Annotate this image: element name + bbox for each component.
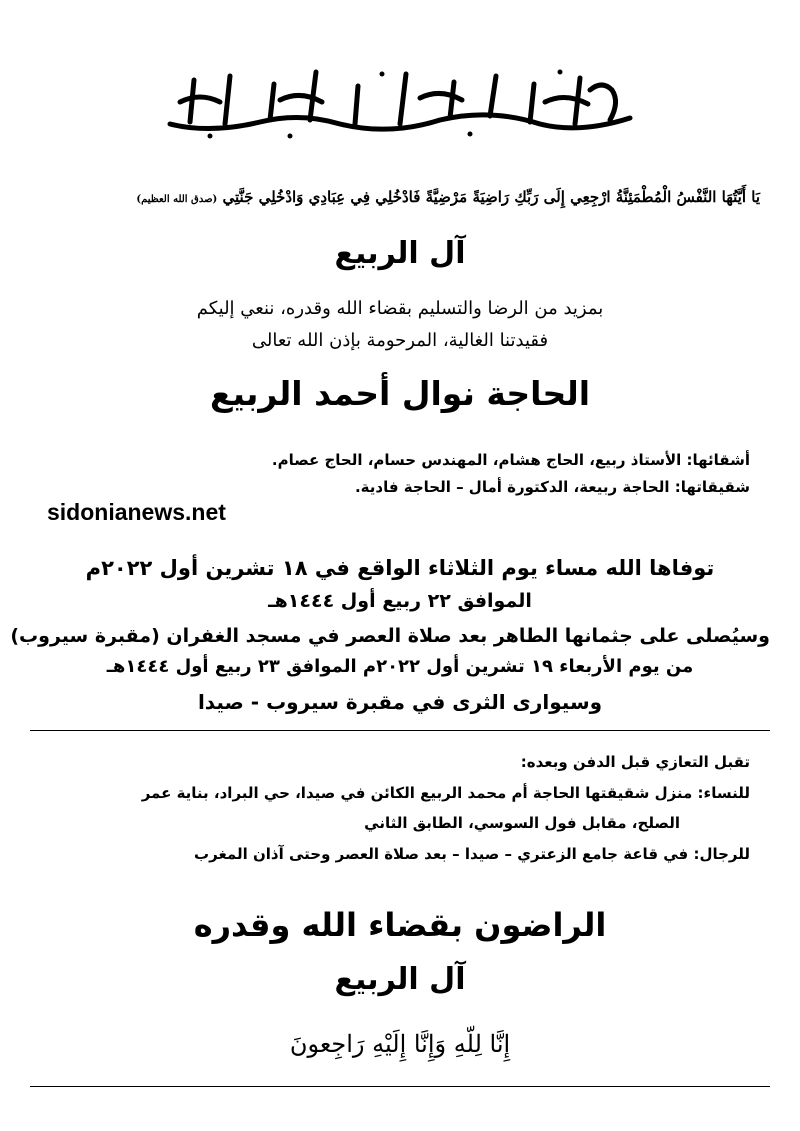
- condolence-line-2: للنساء: منزل شقيقتها الحاجة أم محمد الربيع الكائن في صيدا، حي البراد، بناية عمر: [141, 784, 750, 802]
- divider-top: [30, 730, 770, 731]
- family-name-top: آل الربيع: [334, 236, 466, 271]
- divider-bottom: [30, 1086, 770, 1087]
- intro-line-2: فقيدتنا الغالية، المرحومة بإذن الله تعالى: [251, 330, 549, 351]
- condolence-line-1: تقبل التعازي قبل الدفن وبعده:: [520, 753, 750, 771]
- verse-text: يَا أَيَّتُهَا النَّفْسُ الْمُطْمَئِنَّةُ ارْجِعِي إِلَى رَبِّكِ رَاضِيَةً مَرْضِيَّةً فَادْخُلِي فِي عِبَادِي وَادْخُلِي جَنَّتِي: [222, 188, 760, 206]
- death-line-4: من يوم الأربعاء ١٩ تشرين أول ٢٠٢٢م الموافق ٢٣ ربيع أول ١٤٤٤هـ: [106, 656, 694, 677]
- death-line-3: وسيُصلى على جثمانها الطاهر بعد صلاة العصر في مسجد الغفران (مقبرة سيروب): [10, 625, 770, 647]
- brothers-line: أشقائها: الأستاذ ربيع، الحاج هشام، المهندس حسام، الحاج عصام.: [271, 451, 750, 469]
- closing-family-name: آل الربيع: [334, 962, 466, 997]
- calligraphy-emblem-icon: [150, 62, 650, 142]
- verse-suffix: (صدق الله العظيم): [136, 194, 218, 205]
- intro-line-1: بمزيد من الرضا والتسليم بقضاء الله وقدره، ننعي إليكم: [196, 298, 604, 319]
- sisters-line: شقيقاتها: الحاجة ربيعة، الدكتورة أمال – الحاجة فادية.: [354, 478, 750, 496]
- deceased-name: الحاجة نوال أحمد الربيع: [209, 374, 591, 413]
- closing-line-1: الراضون بقضاء الله وقدره: [193, 906, 607, 944]
- condolence-line-3: الصلح، مقابل فول السوسي، الطابق الثاني: [364, 814, 680, 832]
- condolence-line-4: للرجال: في قاعة جامع الزعتري – صيدا – بعد صلاة العصر وحتى آذان المغرب: [194, 845, 750, 863]
- closing-verse: إِنَّا لِلّهِ وَإِنَّا إِلَيْهِ رَاجِعونَ: [289, 1030, 511, 1058]
- death-line-5: وسيوارى الثرى في مقبرة سيروب - صيدا: [197, 690, 603, 714]
- calligraphy-logo: [150, 62, 650, 142]
- watermark: sidonianews.net: [47, 499, 226, 525]
- death-line-2: الموافق ٢٢ ربيع أول ١٤٤٤هـ: [268, 590, 532, 612]
- quran-verse: [40, 188, 760, 206]
- death-line-1: توفاها الله مساء يوم الثلاثاء الواقع في ١٨ تشرين أول ٢٠٢٢م: [85, 556, 715, 580]
